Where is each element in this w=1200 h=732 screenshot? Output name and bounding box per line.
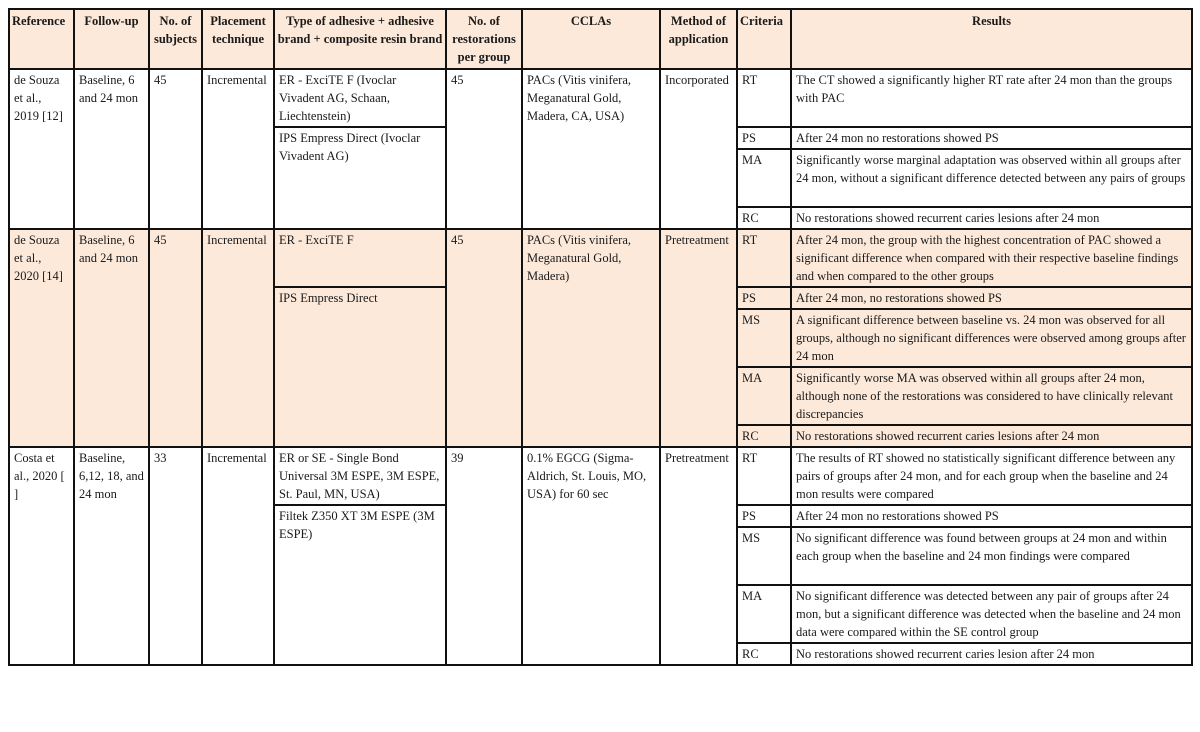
cell-follow-up: Baseline, 6,12, 18, and 24 mon <box>74 447 149 665</box>
cell-subjects: 45 <box>149 69 202 229</box>
cell-result: After 24 mon no restorations showed PS <box>791 505 1192 527</box>
cell-placement: Incremental <box>202 447 274 665</box>
cell-restorations: 45 <box>446 69 522 229</box>
header-method: Method of application <box>660 9 737 69</box>
cell-composite: IPS Empress Direct <box>274 287 446 447</box>
cell-result: After 24 mon, the group with the highest concentration of PAC showed a significant difference when compared with their respective baseline findings and when compared to the other groups <box>791 229 1192 287</box>
cell-criteria: RT <box>737 229 791 287</box>
cell-result: Significantly worse MA was observed within all groups after 24 mon, although none of the restorations was considered to have clinically relevant discrepancies <box>791 367 1192 425</box>
cell-cclas: PACs (Vitis vinifera, Meganatural Gold, Madera) <box>522 229 660 447</box>
cell-method: Incorporated <box>660 69 737 229</box>
header-follow-up: Follow-up <box>74 9 149 69</box>
cell-result: After 24 mon, no restorations showed PS <box>791 287 1192 309</box>
cell-composite: IPS Empress Direct (Ivoclar Vivadent AG) <box>274 127 446 229</box>
cell-method: Pretreatment <box>660 229 737 447</box>
cell-follow-up: Baseline, 6 and 24 mon <box>74 69 149 229</box>
header-criteria: Criteria <box>737 9 791 69</box>
cell-method: Pretreatment <box>660 447 737 665</box>
header-results: Results <box>791 9 1192 69</box>
cell-subjects: 33 <box>149 447 202 665</box>
cell-criteria: MS <box>737 309 791 367</box>
cell-criteria: PS <box>737 287 791 309</box>
cell-restorations: 39 <box>446 447 522 665</box>
table-row <box>9 69 1192 127</box>
header-subjects: No. of subjects <box>149 9 202 69</box>
cell-result: The results of RT showed no statistically significant difference between any pairs of groups after 24 mon, and for each group when the baseline and 24 mon results were compared <box>791 447 1192 505</box>
cell-criteria: RT <box>737 447 791 505</box>
cell-criteria: RC <box>737 207 791 229</box>
table-row <box>9 229 1192 287</box>
cell-subjects: 45 <box>149 229 202 447</box>
cell-result: A significant difference between baseline vs. 24 mon was observed for all groups, although no significant differences were observed among groups after 24 mon <box>791 309 1192 367</box>
cell-criteria: RC <box>737 425 791 447</box>
cell-criteria: PS <box>737 505 791 527</box>
cell-criteria: PS <box>737 127 791 149</box>
cell-result: The CT showed a significantly higher RT rate after 24 mon than the groups with PAC <box>791 69 1192 127</box>
cell-adhesive: ER - ExciTE F (Ivoclar Vivadent AG, Schaan, Liechtenstein) <box>274 69 446 127</box>
cell-criteria: MA <box>737 149 791 207</box>
cell-criteria: MA <box>737 585 791 643</box>
cell-placement: Incremental <box>202 69 274 229</box>
cell-restorations: 45 <box>446 229 522 447</box>
cell-follow-up: Baseline, 6 and 24 mon <box>74 229 149 447</box>
cell-composite: Filtek Z350 XT 3M ESPE (3M ESPE) <box>274 505 446 665</box>
cell-adhesive: ER - ExciTE F <box>274 229 446 287</box>
cell-criteria: RT <box>737 69 791 127</box>
cell-result: No significant difference was found between groups at 24 mon and within each group when the baseline and 24 mon findings were compared <box>791 527 1192 585</box>
cell-reference: de Souza et al., 2019 [12] <box>9 69 74 229</box>
cell-result: No significant difference was detected between any pair of groups after 24 mon, but a significant difference was detected when the baseline and 24 mon data were compared within the SE control group <box>791 585 1192 643</box>
table-row <box>9 447 1192 505</box>
cell-result: No restorations showed recurrent caries lesion after 24 mon <box>791 643 1192 665</box>
header-reference: Reference <box>9 9 74 69</box>
cell-placement: Incremental <box>202 229 274 447</box>
header-restorations: No. of restorations per group <box>446 9 522 69</box>
cell-result: Significantly worse marginal adaptation was observed within all groups after 24 mon, without a significant difference detected between any pairs of groups <box>791 149 1192 207</box>
cell-cclas: 0.1% EGCG (Sigma-Aldrich, St. Louis, MO, USA) for 60 sec <box>522 447 660 665</box>
header-row <box>9 9 1192 69</box>
cell-criteria: MS <box>737 527 791 585</box>
clinical-trials-table <box>8 8 1193 666</box>
cell-result: No restorations showed recurrent caries lesions after 24 mon <box>791 207 1192 229</box>
cell-criteria: RC <box>737 643 791 665</box>
cell-result: After 24 mon no restorations showed PS <box>791 127 1192 149</box>
cell-adhesive: ER or SE - Single Bond Universal 3M ESPE, 3M ESPE, St. Paul, MN, USA) <box>274 447 446 505</box>
header-placement: Placement technique <box>202 9 274 69</box>
cell-cclas: PACs (Vitis vinifera, Meganatural Gold, Madera, CA, USA) <box>522 69 660 229</box>
header-adhesive: Type of adhesive + adhesive brand + composite resin brand <box>274 9 446 69</box>
header-cclas: CCLAs <box>522 9 660 69</box>
cell-reference: de Souza et al., 2020 [14] <box>9 229 74 447</box>
cell-criteria: MA <box>737 367 791 425</box>
cell-reference: Costa et al., 2020 [ ] <box>9 447 74 665</box>
cell-result: No restorations showed recurrent caries lesions after 24 mon <box>791 425 1192 447</box>
